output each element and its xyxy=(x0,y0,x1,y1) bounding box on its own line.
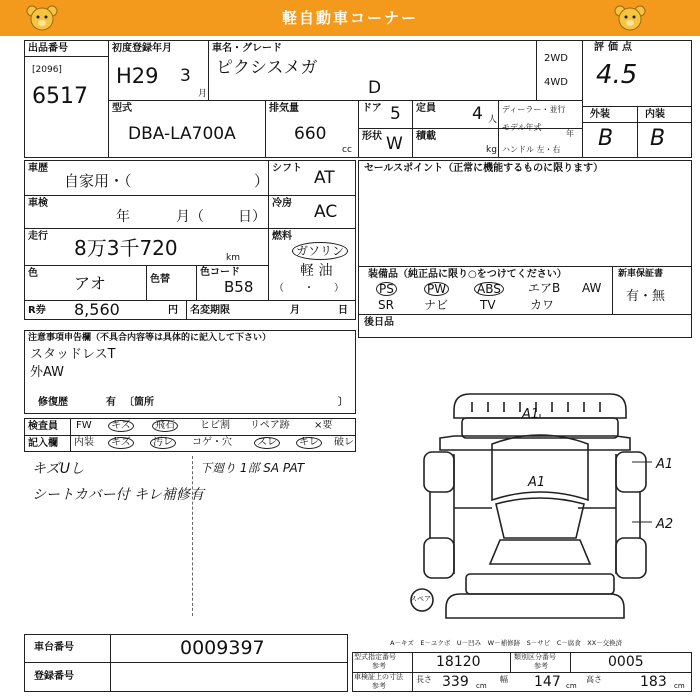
equipment-label: 装備品（純正品に限り○をつけてください） xyxy=(368,269,567,280)
model-value: DBA-LA700A xyxy=(128,124,236,144)
check-fw: FW xyxy=(76,420,92,431)
sales-point-label: セールスポイント（正常に機能するものに限ります） xyxy=(364,163,604,174)
length-unit: cm xyxy=(476,682,487,690)
load-label: 積載 xyxy=(416,131,436,142)
aircon-label: 冷房 xyxy=(272,198,292,209)
registration-month-unit: 月 xyxy=(198,89,208,99)
after-install-label: 後日品 xyxy=(364,317,394,328)
handwritten-note-3: 下廻り 1部 SA PAT xyxy=(200,461,305,475)
equipment-sr: SR xyxy=(378,298,394,312)
check-rub: スレ xyxy=(254,437,280,449)
width-label: 幅 xyxy=(500,675,508,684)
height-unit: cm xyxy=(674,682,685,690)
chassis-label: 車台番号 xyxy=(34,642,74,653)
registration-era-year: H29 xyxy=(116,64,159,88)
repair-label: 修復歴 xyxy=(38,397,68,408)
check-repair: リペア跡 xyxy=(250,420,290,431)
handwritten-note-1: キズUし xyxy=(32,461,84,477)
equipment-airbag: エアB xyxy=(528,281,561,295)
height-label: 高さ xyxy=(586,675,602,684)
check-cut: キレ xyxy=(296,437,322,449)
equipment-leather: カワ xyxy=(530,298,555,312)
size-ref: 参考 xyxy=(372,682,386,690)
length-label: 長さ xyxy=(416,675,432,684)
chassis-value: 0009397 xyxy=(180,637,265,659)
fuel-other: 軽 油 xyxy=(300,263,333,279)
check-row2-label: 記入欄 xyxy=(28,438,58,449)
class-spec-ref: 参考 xyxy=(534,662,548,670)
type-spec-value: 18120 xyxy=(436,654,481,670)
length-value: 339 xyxy=(442,674,469,690)
repair-close: 〕 xyxy=(338,397,348,408)
warranty-value: 有・無 xyxy=(626,289,666,304)
capacity-value: 4 xyxy=(472,104,483,124)
diagram-mark-roof: A1 xyxy=(522,407,540,422)
registration-month: 3 xyxy=(180,66,191,86)
handle-label: ハンドル 左・右 xyxy=(502,145,561,154)
vehicle-label: 車名・グレード xyxy=(212,43,282,54)
interior-label: 内装 xyxy=(645,109,665,120)
exterior-grade: B xyxy=(598,126,614,151)
history-label: 車歴 xyxy=(28,163,48,174)
dealer-label: ディーラー・並行 xyxy=(502,105,566,114)
inspection-year: 年 xyxy=(116,209,130,225)
lot-number: 6517 xyxy=(32,84,88,109)
drive-2wd: 2WD xyxy=(544,53,568,64)
score-label: 評価点 xyxy=(594,42,636,53)
equipment-navi: ナビ xyxy=(424,298,449,312)
type-spec-label: 型式指定番号 xyxy=(354,653,396,661)
interior-grade: B xyxy=(650,126,666,151)
color-value: アオ xyxy=(74,274,106,293)
fuel-paren: （ ・ ） xyxy=(274,283,344,294)
mileage-unit: km xyxy=(226,253,240,263)
check-chip: 飛石 xyxy=(152,420,178,432)
name-change-month: 月 xyxy=(290,305,300,316)
warranty-label: 新車保証書 xyxy=(618,269,664,279)
check-int-scratch: キズ xyxy=(108,437,134,449)
vehicle-grade: D xyxy=(368,78,382,98)
check-crack: ヒビ割 xyxy=(200,420,230,431)
equipment-tv: TV xyxy=(480,298,496,312)
check-int-stain: 汚レ xyxy=(150,437,176,449)
diagram-mark-center: A1 xyxy=(528,475,546,490)
banner-title: 軽自動車コーナー xyxy=(281,9,418,27)
check-scratch: キズ xyxy=(108,420,134,432)
displacement-label: 排気量 xyxy=(269,103,299,114)
model-year-unit: 年 xyxy=(566,129,574,138)
shape-label: 形状 xyxy=(362,131,382,142)
teddy-bear-icon xyxy=(20,4,64,36)
recycle-unit: 円 xyxy=(168,305,178,316)
inspection-month: 月（ xyxy=(176,209,204,225)
equipment-pw: PW xyxy=(424,282,449,296)
height-value: 183 xyxy=(640,674,667,690)
recycle-label: R券 xyxy=(28,305,46,316)
score-value: 4.5 xyxy=(596,60,638,90)
displacement-unit: cc xyxy=(342,145,352,155)
lot-code: [2096] xyxy=(32,65,62,75)
repair-value: 有 xyxy=(106,397,116,408)
color-no-label: 色替 xyxy=(150,274,170,285)
class-spec-label: 類別区分番号 xyxy=(514,653,556,661)
class-spec-value: 0005 xyxy=(608,654,644,670)
damage-legend: A－キズ E－ユクボ U－凹み W－補修跡 S－サビ C－腐食 XX－交換済 xyxy=(390,639,623,647)
load-unit: kg xyxy=(486,145,497,155)
equipment-aw: AW xyxy=(582,281,602,295)
sales-equipment-grid xyxy=(358,160,692,338)
capacity-label: 定員 xyxy=(416,103,436,114)
aircon-value: AC xyxy=(314,202,338,222)
plate-label: 登録番号 xyxy=(34,671,74,682)
spare-tire-label: スペア xyxy=(410,595,431,603)
displacement-value: 660 xyxy=(294,124,327,144)
fuel-circled: ガソリン xyxy=(292,242,348,260)
color-code-label: 色コード xyxy=(200,267,240,278)
registration-label: 初度登録年月 xyxy=(112,43,172,54)
type-spec-ref: 参考 xyxy=(372,662,386,670)
size-label: 車検証上の寸法 xyxy=(354,673,403,681)
inspection-label: 車検 xyxy=(28,198,48,209)
equipment-abs: ABS xyxy=(474,282,504,296)
exterior-label: 外装 xyxy=(590,109,610,120)
teddy-bear-icon xyxy=(608,4,652,36)
doors-value: 5 xyxy=(390,104,401,124)
lot-label: 出品番号 xyxy=(28,43,68,54)
fuel-label: 燃料 xyxy=(272,231,292,242)
equipment-ps: PS xyxy=(376,282,397,296)
capacity-unit: 人 xyxy=(488,115,498,125)
handwritten-note-2: シートカバー付 キレ補修有 xyxy=(32,487,204,503)
diagram-mark-right2: A2 xyxy=(656,517,674,532)
name-change-day: 日 xyxy=(338,305,348,316)
color-code: B58 xyxy=(224,278,254,296)
car-damage-diagram xyxy=(400,388,670,628)
recycle-value: 8,560 xyxy=(74,300,120,319)
diagram-mark-right1: A1 xyxy=(656,457,674,472)
history-close: ） xyxy=(254,172,270,190)
name-change-label: 名変期限 xyxy=(190,305,230,316)
check-tear: 破レ xyxy=(334,437,354,448)
check-row1-label: 検査員 xyxy=(28,421,58,432)
history-value: 自家用・（ xyxy=(64,172,132,190)
shift-label: シフト xyxy=(272,163,302,174)
check-needed: ×要 xyxy=(314,420,333,431)
width-unit: cm xyxy=(566,682,577,690)
repair-suffix: 〔箇所 xyxy=(124,397,154,408)
shift-value: AT xyxy=(314,168,335,188)
notes-line1: スタッドレスT xyxy=(30,347,116,362)
mileage-label: 走行 xyxy=(28,231,48,242)
model-year-label: モデル年式 xyxy=(502,123,542,132)
notes-line2: 外AW xyxy=(30,365,65,380)
doors-label: ドア xyxy=(362,103,382,114)
check-burn: コゲ・穴 xyxy=(192,437,232,448)
check-interior: 内装 xyxy=(74,437,94,448)
inspection-day: 日） xyxy=(238,209,266,225)
vehicle-name: ピクシスメガ xyxy=(216,58,318,78)
notes-label: 注意事項申告欄（不具合内容等は具体的に記入して下さい） xyxy=(28,333,272,343)
model-label: 型式 xyxy=(112,103,132,114)
width-value: 147 xyxy=(534,674,561,690)
drive-4wd: 4WD xyxy=(544,77,568,88)
color-label: 色 xyxy=(28,268,38,279)
mileage-value: 8万3千720 xyxy=(74,236,178,260)
shape-value: W xyxy=(386,134,403,154)
